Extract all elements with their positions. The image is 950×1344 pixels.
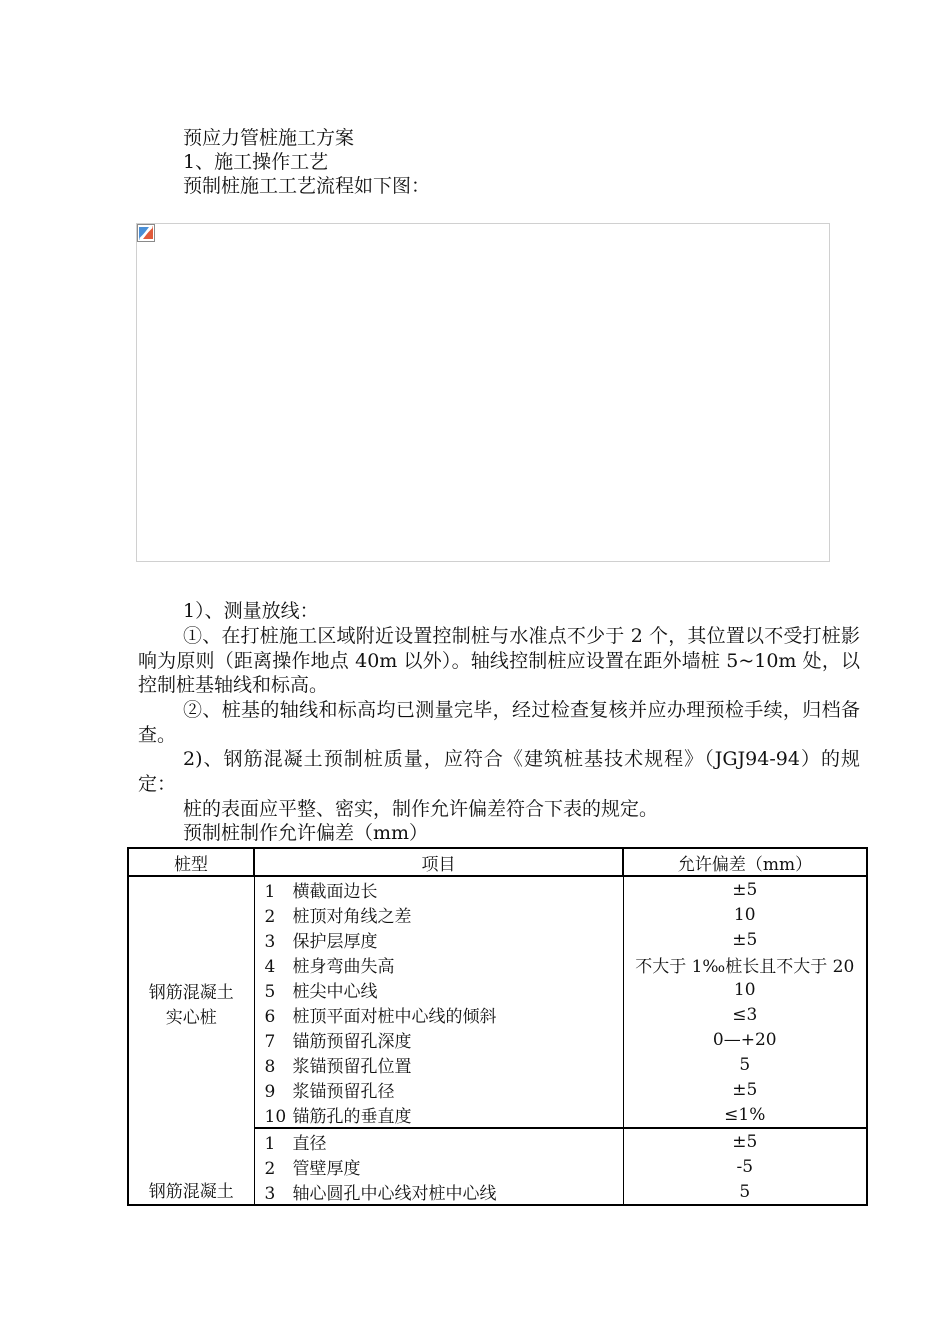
table-row xyxy=(128,876,867,902)
row-number: 9 xyxy=(264,1082,276,1102)
row-tolerance: 10 xyxy=(623,902,867,927)
row-item: 浆锚预留孔位置 xyxy=(292,1057,412,1077)
row-tolerance: 5 xyxy=(623,1179,867,1205)
row-tolerance: 10 xyxy=(623,977,867,1002)
row-number: 5 xyxy=(264,982,276,1002)
row-tolerance: ±5 xyxy=(623,876,867,902)
measure-paragraph-1: ①、在打桩施工区域附近设置控制桩与水准点不少于 2 个，其位置以不受打桩影响为原则（距离操作地点 40m 以外）。轴线控制桩应设置在距外墙桩 5~10m 处，以控制桩基轴线和标高。 xyxy=(138,625,860,696)
table-caption: 预制桩制作允许偏差（mm） xyxy=(183,822,429,844)
row-number: 2 xyxy=(264,1159,276,1179)
row-tolerance: ≤3 xyxy=(623,1002,867,1027)
broken-image-icon xyxy=(137,224,155,242)
measure-paragraph-2: ②、桩基的轴线和标高均已测量完毕，经过检查复核并应办理预检手续，归档备查。 xyxy=(138,699,860,746)
flowchart-image-placeholder xyxy=(136,223,830,562)
row-item: 横截面边长 xyxy=(292,882,378,902)
header-pile-type: 桩型 xyxy=(128,848,254,876)
row-item: 桩顶对角线之差 xyxy=(292,907,412,927)
table-row xyxy=(128,1128,867,1154)
row-tolerance: ±5 xyxy=(623,1077,867,1102)
row-tolerance: -5 xyxy=(623,1154,867,1179)
row-item: 浆锚预留孔径 xyxy=(292,1082,395,1102)
row-item: 桩身弯曲失高 xyxy=(292,957,395,977)
pile-type-hollow xyxy=(128,1128,254,1205)
row-number: 4 xyxy=(264,957,276,977)
row-number: 7 xyxy=(264,1032,276,1052)
row-number: 1 xyxy=(264,1134,276,1154)
tolerance-table xyxy=(127,847,868,1206)
row-tolerance: 5 xyxy=(623,1052,867,1077)
pile-type-solid xyxy=(128,876,254,1128)
row-item: 直径 xyxy=(292,1134,327,1154)
row-tolerance: ≤1% xyxy=(623,1102,867,1128)
row-item: 保护层厚度 xyxy=(292,932,378,952)
pile-type-line: 钢筋混凝土 xyxy=(148,1182,234,1202)
header-item: 项目 xyxy=(254,848,623,876)
measure-heading: 1）、测量放线： xyxy=(183,600,319,622)
row-item: 轴心圆孔中心线对桩中心线 xyxy=(292,1184,497,1204)
row-number: 3 xyxy=(264,932,276,952)
header-tolerance: 允许偏差（mm） xyxy=(623,848,867,876)
row-number: 2 xyxy=(264,907,276,927)
row-number: 3 xyxy=(264,1184,276,1204)
row-item: 锚筋预留孔深度 xyxy=(292,1032,412,1052)
row-number: 6 xyxy=(264,1007,276,1027)
table-header-row xyxy=(128,848,867,876)
quality-paragraph: 2)、钢筋混凝土预制桩质量，应符合《建筑桩基技术规程》（JGJ94-94）的规定： xyxy=(138,748,860,795)
doc-title: 预应力管桩施工方案 xyxy=(183,127,355,149)
row-item: 桩顶平面对桩中心线的倾斜 xyxy=(292,1007,497,1027)
row-tolerance: ±5 xyxy=(623,927,867,952)
pile-type-line: 实心桩 xyxy=(165,1007,217,1028)
flow-intro: 预制桩施工工艺流程如下图： xyxy=(183,175,431,197)
row-tolerance: 0—+20 xyxy=(623,1027,867,1052)
row-item: 锚筋孔的垂直度 xyxy=(292,1107,412,1127)
row-number: 10 xyxy=(264,1107,287,1127)
row-tolerance: ±5 xyxy=(623,1128,867,1154)
surface-paragraph: 桩的表面应平整、密实，制作允许偏差符合下表的规定。 xyxy=(183,798,659,820)
row-tolerance: 不大于 1‰桩长且不大于 20 xyxy=(623,952,867,977)
row-number: 8 xyxy=(264,1057,276,1077)
row-item: 桩尖中心线 xyxy=(292,982,378,1002)
row-number: 1 xyxy=(264,882,276,902)
section-heading: 1、施工操作工艺 xyxy=(183,151,329,173)
pile-type-line: 钢筋混凝土 xyxy=(148,982,234,1003)
row-item: 管壁厚度 xyxy=(292,1159,361,1179)
